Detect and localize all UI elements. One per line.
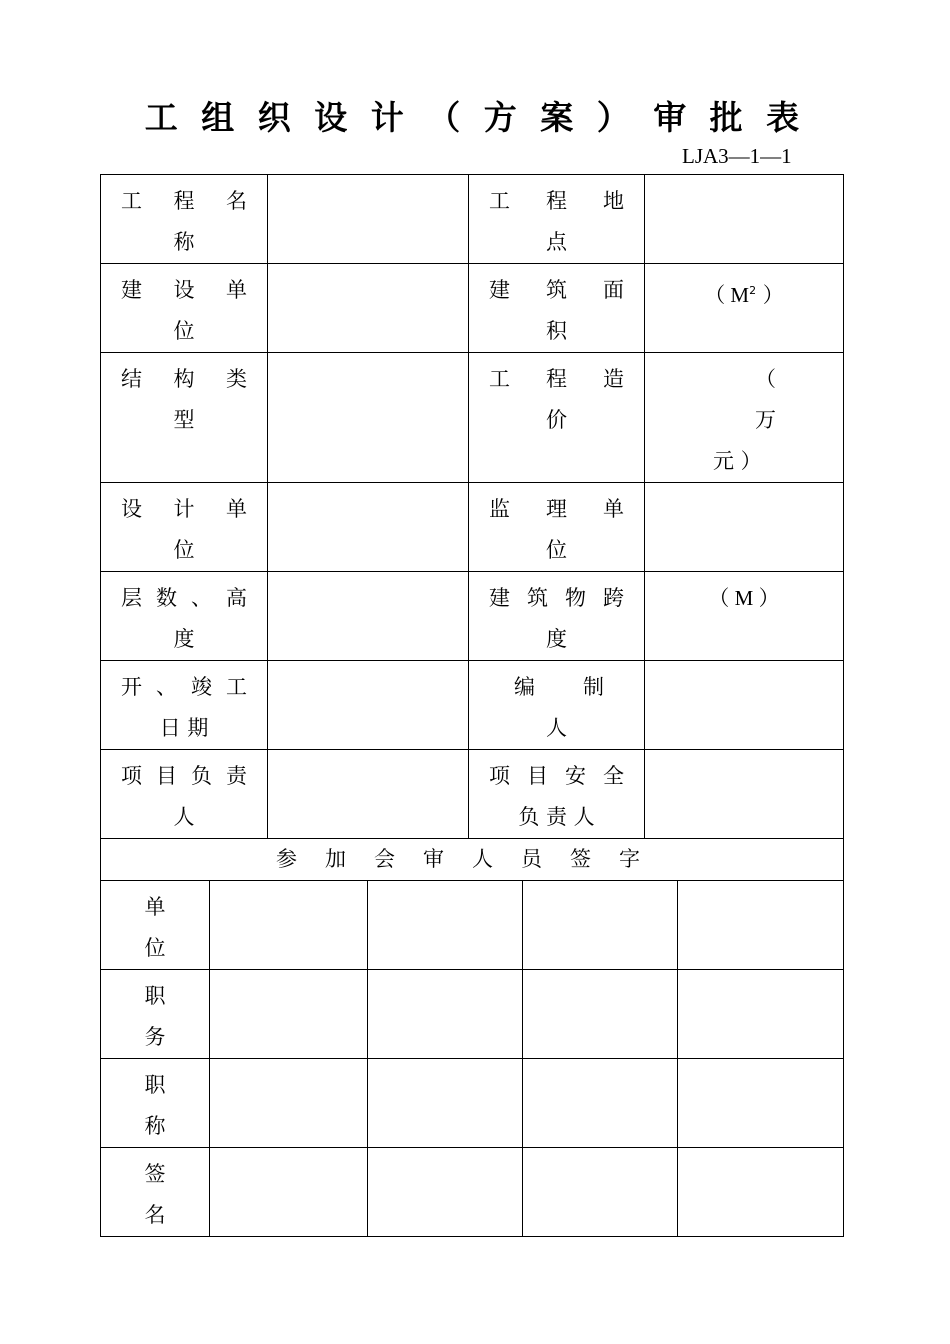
label-safety-manager: 项 目 安 全 xyxy=(489,764,624,788)
label-cell xyxy=(101,175,268,264)
row-designer xyxy=(101,483,844,572)
sig-label-signature-2: 名 xyxy=(144,1203,166,1227)
label-project-location: 工 程 地 xyxy=(489,189,624,213)
value-project-location[interactable] xyxy=(645,175,844,264)
label-cell xyxy=(469,750,645,839)
sig-label-duty-2: 务 xyxy=(144,1025,166,1049)
sig-label-cell xyxy=(101,881,210,970)
sig-cell[interactable] xyxy=(678,970,844,1059)
value-project-name[interactable] xyxy=(268,175,469,264)
label-project-name-2: 称 xyxy=(173,230,195,254)
signature-row-unit xyxy=(101,881,844,970)
label-cell xyxy=(101,264,268,353)
label-floors-height-2: 度 xyxy=(173,627,195,651)
sig-cell[interactable] xyxy=(678,1148,844,1237)
label-safety-manager-2: 负 责 人 xyxy=(518,805,595,829)
value-design-unit[interactable] xyxy=(268,483,469,572)
label-project-manager: 项 目 负 责 xyxy=(121,764,247,788)
label-builder: 建 设 单 xyxy=(121,278,247,302)
label-cell xyxy=(469,572,645,661)
approval-table xyxy=(100,174,844,1237)
label-cell xyxy=(469,353,645,483)
value-builder[interactable] xyxy=(268,264,469,353)
value-project-cost[interactable] xyxy=(645,353,844,483)
sig-cell[interactable] xyxy=(210,970,368,1059)
value-building-area[interactable] xyxy=(645,264,844,353)
sig-cell[interactable] xyxy=(210,1059,368,1148)
unit-cost: （ 万 xyxy=(755,367,776,432)
label-building-area-2: 积 xyxy=(546,319,567,343)
value-building-span[interactable] xyxy=(645,572,844,661)
signature-row-signature xyxy=(101,1148,844,1237)
sig-label-cell xyxy=(101,970,210,1059)
row-structure xyxy=(101,353,844,483)
sig-label-title-2: 称 xyxy=(144,1114,166,1138)
row-project-name xyxy=(101,175,844,264)
row-responsible xyxy=(101,750,844,839)
label-design-unit-2: 位 xyxy=(173,538,195,562)
value-start-end-date[interactable] xyxy=(268,661,469,750)
sig-label-cell xyxy=(101,1059,210,1148)
form-title: 工 组 织 设 计 （ 方 案 ） 审 批 表 xyxy=(144,98,806,137)
label-supervision-unit: 监 理 单 xyxy=(489,497,624,521)
label-cell xyxy=(101,353,268,483)
label-cell xyxy=(101,483,268,572)
sig-cell[interactable] xyxy=(368,1148,523,1237)
sig-cell[interactable] xyxy=(368,970,523,1059)
label-compiler: 编 制 xyxy=(514,675,604,699)
unit-cost-2: 元 ） xyxy=(713,449,762,473)
signature-header: 参加会审人员签字 xyxy=(101,839,844,881)
label-project-location-2: 点 xyxy=(546,230,567,254)
label-building-span-2: 度 xyxy=(546,627,567,651)
sig-cell[interactable] xyxy=(678,1059,844,1148)
label-project-cost: 工 程 造 xyxy=(489,367,624,391)
sig-cell[interactable] xyxy=(210,1148,368,1237)
sig-label-cell xyxy=(101,1148,210,1237)
value-structure-type[interactable] xyxy=(268,353,469,483)
label-floors-height: 层 数 、 高 xyxy=(121,586,247,610)
row-builder xyxy=(101,264,844,353)
value-floors-height[interactable] xyxy=(268,572,469,661)
value-supervision-unit[interactable] xyxy=(645,483,844,572)
sig-label-unit: 单 xyxy=(144,895,166,919)
row-dates xyxy=(101,661,844,750)
sig-cell[interactable] xyxy=(678,881,844,970)
signature-row-title xyxy=(101,1059,844,1148)
unit-span: （ M ） xyxy=(708,586,780,610)
signature-header-row xyxy=(101,839,844,881)
label-cell xyxy=(469,483,645,572)
label-building-area: 建 筑 面 xyxy=(489,278,624,302)
label-project-cost-2: 价 xyxy=(546,408,567,432)
label-structure-type-2: 型 xyxy=(173,408,195,432)
sig-label-unit-2: 位 xyxy=(144,936,166,960)
sig-cell[interactable] xyxy=(368,881,523,970)
label-start-end-date: 开 、 竣 工 xyxy=(121,675,247,699)
signature-row-duty xyxy=(101,970,844,1059)
sig-cell[interactable] xyxy=(523,970,678,1059)
label-project-manager-2: 人 xyxy=(173,805,195,829)
label-cell xyxy=(101,572,268,661)
label-design-unit: 设 计 单 xyxy=(121,497,247,521)
label-compiler-2: 人 xyxy=(546,716,567,740)
sig-cell[interactable] xyxy=(210,881,368,970)
sig-cell[interactable] xyxy=(523,881,678,970)
form-code: LJA3—1—1 xyxy=(682,144,792,168)
sig-cell[interactable] xyxy=(368,1059,523,1148)
sig-label-duty: 职 xyxy=(144,984,166,1008)
unit-area: （ $M^2$ ） xyxy=(704,283,784,307)
label-cell xyxy=(101,750,268,839)
label-supervision-unit-2: 位 xyxy=(546,538,567,562)
sig-cell[interactable] xyxy=(523,1059,678,1148)
label-cell xyxy=(469,264,645,353)
label-project-name: 工 程 名 xyxy=(121,189,247,213)
label-builder-2: 位 xyxy=(173,319,195,343)
label-cell xyxy=(101,661,268,750)
label-cell xyxy=(469,661,645,750)
value-safety-manager[interactable] xyxy=(645,750,844,839)
sig-label-signature: 签 xyxy=(144,1162,166,1186)
label-cell xyxy=(469,175,645,264)
value-project-manager[interactable] xyxy=(268,750,469,839)
label-building-span: 建 筑 物 跨 xyxy=(489,586,624,610)
label-structure-type: 结 构 类 xyxy=(121,367,247,391)
label-start-end-date-2: 日 期 xyxy=(159,716,209,740)
sig-cell[interactable] xyxy=(523,1148,678,1237)
sig-label-title: 职 xyxy=(144,1073,166,1097)
value-compiler[interactable] xyxy=(645,661,844,750)
row-floors xyxy=(101,572,844,661)
